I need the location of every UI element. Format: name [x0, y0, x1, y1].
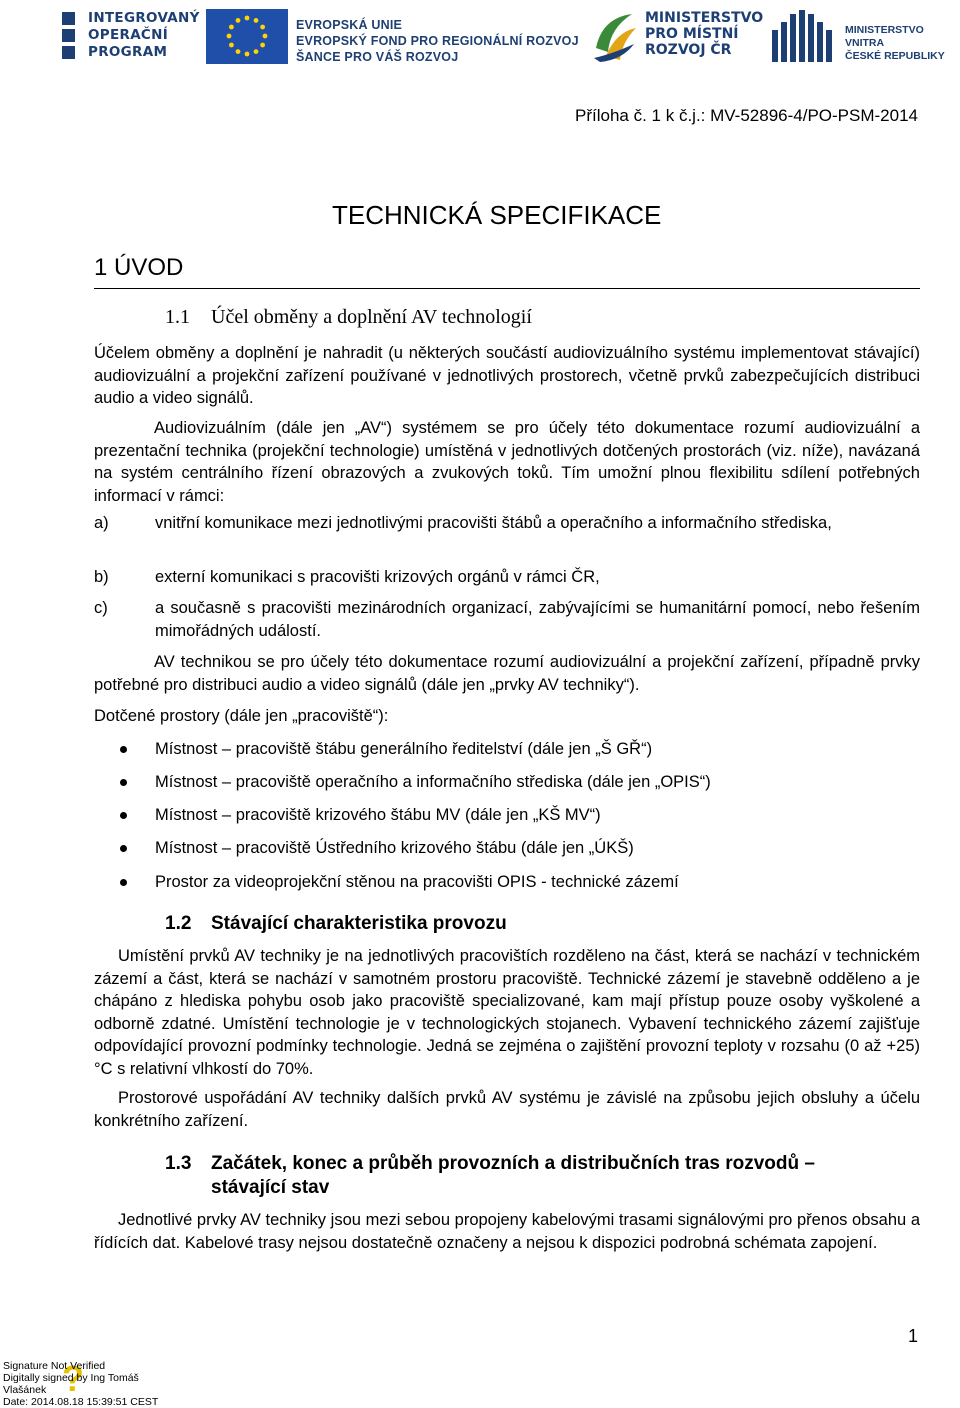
logo-square — [62, 12, 75, 25]
page-number: 1 — [907, 1326, 918, 1346]
list-label: b) — [94, 568, 109, 586]
mmr-logo-icon — [592, 8, 638, 64]
mv-logo-line: ČESKÉ REPUBLIKY — [845, 50, 945, 62]
bullet-text: Místnost – pracoviště štábu generálního ředitelství (dále jen „Š GŘ“) — [155, 740, 653, 758]
mmr-logo-text — [645, 10, 763, 58]
eu-flag-icon — [206, 9, 288, 64]
section-heading-1-3 — [165, 1152, 925, 1200]
paragraph-text: Jednotlivé prvky AV techniky jsou mezi sebou propojeny kabelovými trasami signálovými pro přenos obsahu a řídících dat. Kabelové trasy nejsou dostatečně označeny a nejsou k dispozici podrobná schémata zapojení. — [94, 1211, 920, 1252]
section-number: 1.1 — [165, 306, 190, 328]
bullet-text: Místnost – pracoviště krizového štábu MV (dále jen „KŠ MV“) — [155, 806, 601, 824]
signature-unverified-icon: ? — [62, 1358, 84, 1399]
bullet-text: Místnost – pracoviště operačního a informačního střediska (dále jen „OPIS“) — [155, 773, 711, 791]
signature-line: Vlašánek — [3, 1384, 47, 1396]
bullet-dot — [120, 879, 127, 886]
paragraph-text: AV technikou se pro účely této dokumentace rozumí audiovizuální a projekční zařízení, případně prvky potřebné pro distribuci audio a video signálů (dále jen „prvky AV techniky“). — [94, 653, 920, 694]
eu-logo-line: ŠANCE PRO VÁŠ ROZVOJ — [296, 50, 459, 64]
list-text: externí komunikaci s pracovišti krizových orgánů v rámci ČR, — [155, 568, 600, 586]
section-heading-1-2 — [165, 913, 507, 935]
mv-logo-line: MINISTERSTVO VNITRA — [845, 24, 924, 49]
list-label: a) — [94, 514, 109, 532]
paragraph — [94, 945, 920, 1080]
iop-logo-line: OPERAČNÍ — [88, 27, 169, 43]
eu-logo-text — [296, 17, 579, 65]
iop-logo-line: PROGRAM — [88, 44, 168, 60]
list-item — [94, 566, 920, 589]
list-text: a současně s pracovišti mezinárodních organizací, zabývajícími se humanitární pomocí, nebo řešením mimořádných událostí. — [155, 599, 920, 640]
signature-line: Signature Not Verified — [3, 1360, 106, 1372]
section-number: 1.3 — [165, 1153, 192, 1174]
iop-logo-line: INTEGROVANÝ — [88, 10, 200, 26]
section-number: 1.2 — [165, 913, 192, 934]
section-title: Začátek, konec a průběh provozních a distribučních tras rozvodů – — [211, 1153, 815, 1174]
paragraph-text: Audiovizuálním (dále jen „AV“) systémem se pro účely této dokumentace rozumí audiovizuální a prezentační technika (projekční technologie) umístěná v jednotlivých dotčených prostorách (viz. níže), navázaná na systém centrálního řízení obrazových a zvukových toků. Tím umožní plnou flexibilitu sdílení potřebných informací v rámci: — [94, 419, 920, 505]
digital-signature — [3, 1360, 158, 1408]
signature-line: Digitally signed by Ing Tomáš — [3, 1372, 139, 1384]
section-title: Účel obměny a doplnění AV technologií — [211, 306, 532, 328]
logo-square — [62, 46, 75, 59]
mmr-logo-line: ROZVOJ ČR — [645, 42, 732, 58]
logo-square — [62, 29, 75, 42]
bullet-text: Prostor za videoprojekční stěnou na pracovišti OPIS - technické zázemí — [155, 873, 679, 891]
bullet-text: Místnost – pracoviště Ústředního krizového štábu (dále jen „ÚKŠ) — [155, 839, 634, 857]
document-reference: Příloha č. 1 k č.j.: MV-52896-4/PO-PSM-2014 — [575, 106, 918, 125]
chapter-heading: 1 ÚVOD — [94, 254, 184, 281]
bullet-dot — [120, 779, 127, 786]
paragraph-text: Prostorové uspořádání AV techniky dalších prvků AV systému je závislé na způsobu jejich obsluhy a účelu konkrétního zařízení. — [94, 1089, 920, 1130]
signature-line: Date: 2014.08.18 15:39:51 CEST — [3, 1396, 159, 1408]
section-title: Stávající charakteristika provozu — [211, 913, 507, 934]
mv-logo-icon — [770, 8, 836, 64]
paragraph — [94, 1087, 920, 1132]
paragraph — [94, 417, 920, 507]
list-item — [94, 597, 920, 642]
iop-logo — [62, 8, 200, 66]
paragraph-text: Umístění prvků AV techniky je na jednotlivých pracovištích rozděleno na část, která se nachází v technickém zázemí a část, která se nachází v samotném prostoru pracoviště. Technické zázemí je stavebně odděleno a je chápáno z hlediska pohybu osob jako pracoviště specializované, kam mají přístup pouze osoby vyškolené a odborně zdatné. Umístění technologie je v technologických stojanech. Vybavení technického zázemí zajišťuje odpovídající provozní podmínky technologie. Jedná se zejména o zajištění provozní teploty v rozsahu (0 až +25)°C s relativní vlhkostí do 70%. — [94, 947, 920, 1078]
paragraph — [94, 1209, 920, 1254]
eu-logo-line: EVROPSKÁ UNIE — [296, 18, 403, 32]
document-title: TECHNICKÁ SPECIFIKACE — [332, 200, 662, 230]
bullet-dot — [120, 746, 127, 753]
paragraph: Účelem obměny a doplnění je nahradit (u některých součástí audiovizuálního systému implementovat stávající) audiovizuální a projekční zařízení používané v jednotlivých prostorech, včetně prvků zabezpečujících distribuci audio a video signálů. — [94, 344, 920, 407]
chapter-divider — [94, 288, 920, 289]
list-text: vnitřní komunikace mezi jednotlivými pracovišti štábů a operačního a informačního střediska, — [155, 514, 832, 532]
section-title: stávající stav — [211, 1177, 330, 1198]
paragraph — [94, 651, 920, 696]
list-item — [94, 512, 920, 535]
bullet-dot — [120, 845, 127, 852]
paragraph: Dotčené prostory (dále jen „pracoviště“): — [94, 707, 389, 725]
list-label: c) — [94, 599, 108, 617]
mmr-logo-line: MINISTERSTVO — [645, 10, 764, 26]
mv-logo-text — [845, 24, 960, 63]
eu-logo-line: EVROPSKÝ FOND PRO REGIONÁLNÍ ROZVOJ — [296, 34, 579, 48]
mmr-logo-line: PRO MÍSTNÍ — [645, 26, 739, 42]
bullet-dot — [120, 812, 127, 819]
section-heading-1-1 — [165, 306, 532, 329]
